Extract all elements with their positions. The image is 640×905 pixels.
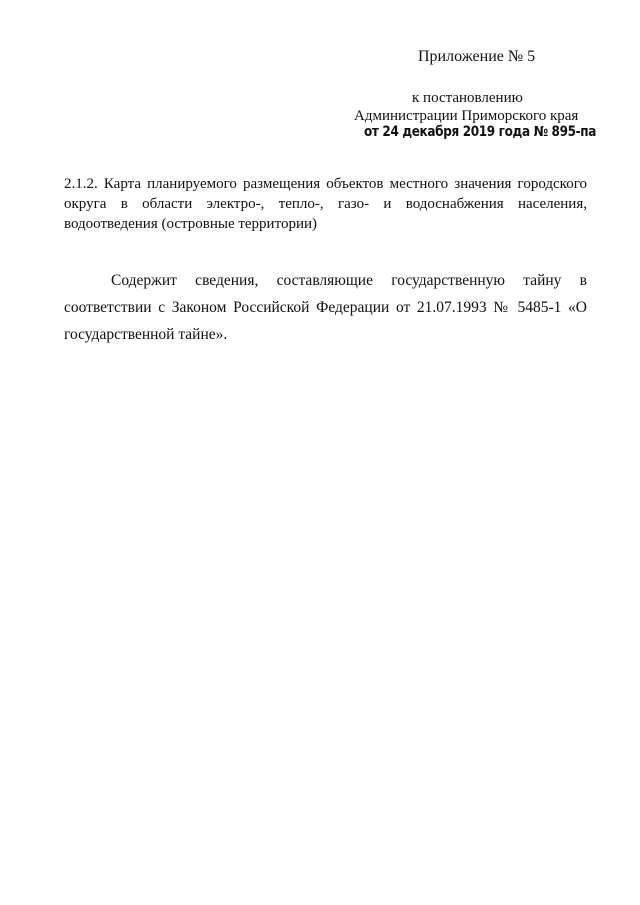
resolution-date-number: от 24 декабря 2019 года № 895-па [364, 124, 597, 140]
section-heading: 2.1.2. Карта планируемого размещения объектов местного значения городского округа в области электро-, тепло-, газо- и водоснабжения населения, водоотведения (островные территории) [64, 176, 587, 232]
appendix-number: Приложение № 5 [418, 48, 536, 65]
body-paragraph: Содержит сведения, составляющие государственную тайну в соответствии с Законом Российской Федерации от 21.07.1993 № 5485-1 «О государственной тайне». [64, 272, 587, 343]
resolution-reference: к постановлению [412, 90, 523, 106]
issuing-authority: Администрации Приморского края [354, 108, 579, 124]
